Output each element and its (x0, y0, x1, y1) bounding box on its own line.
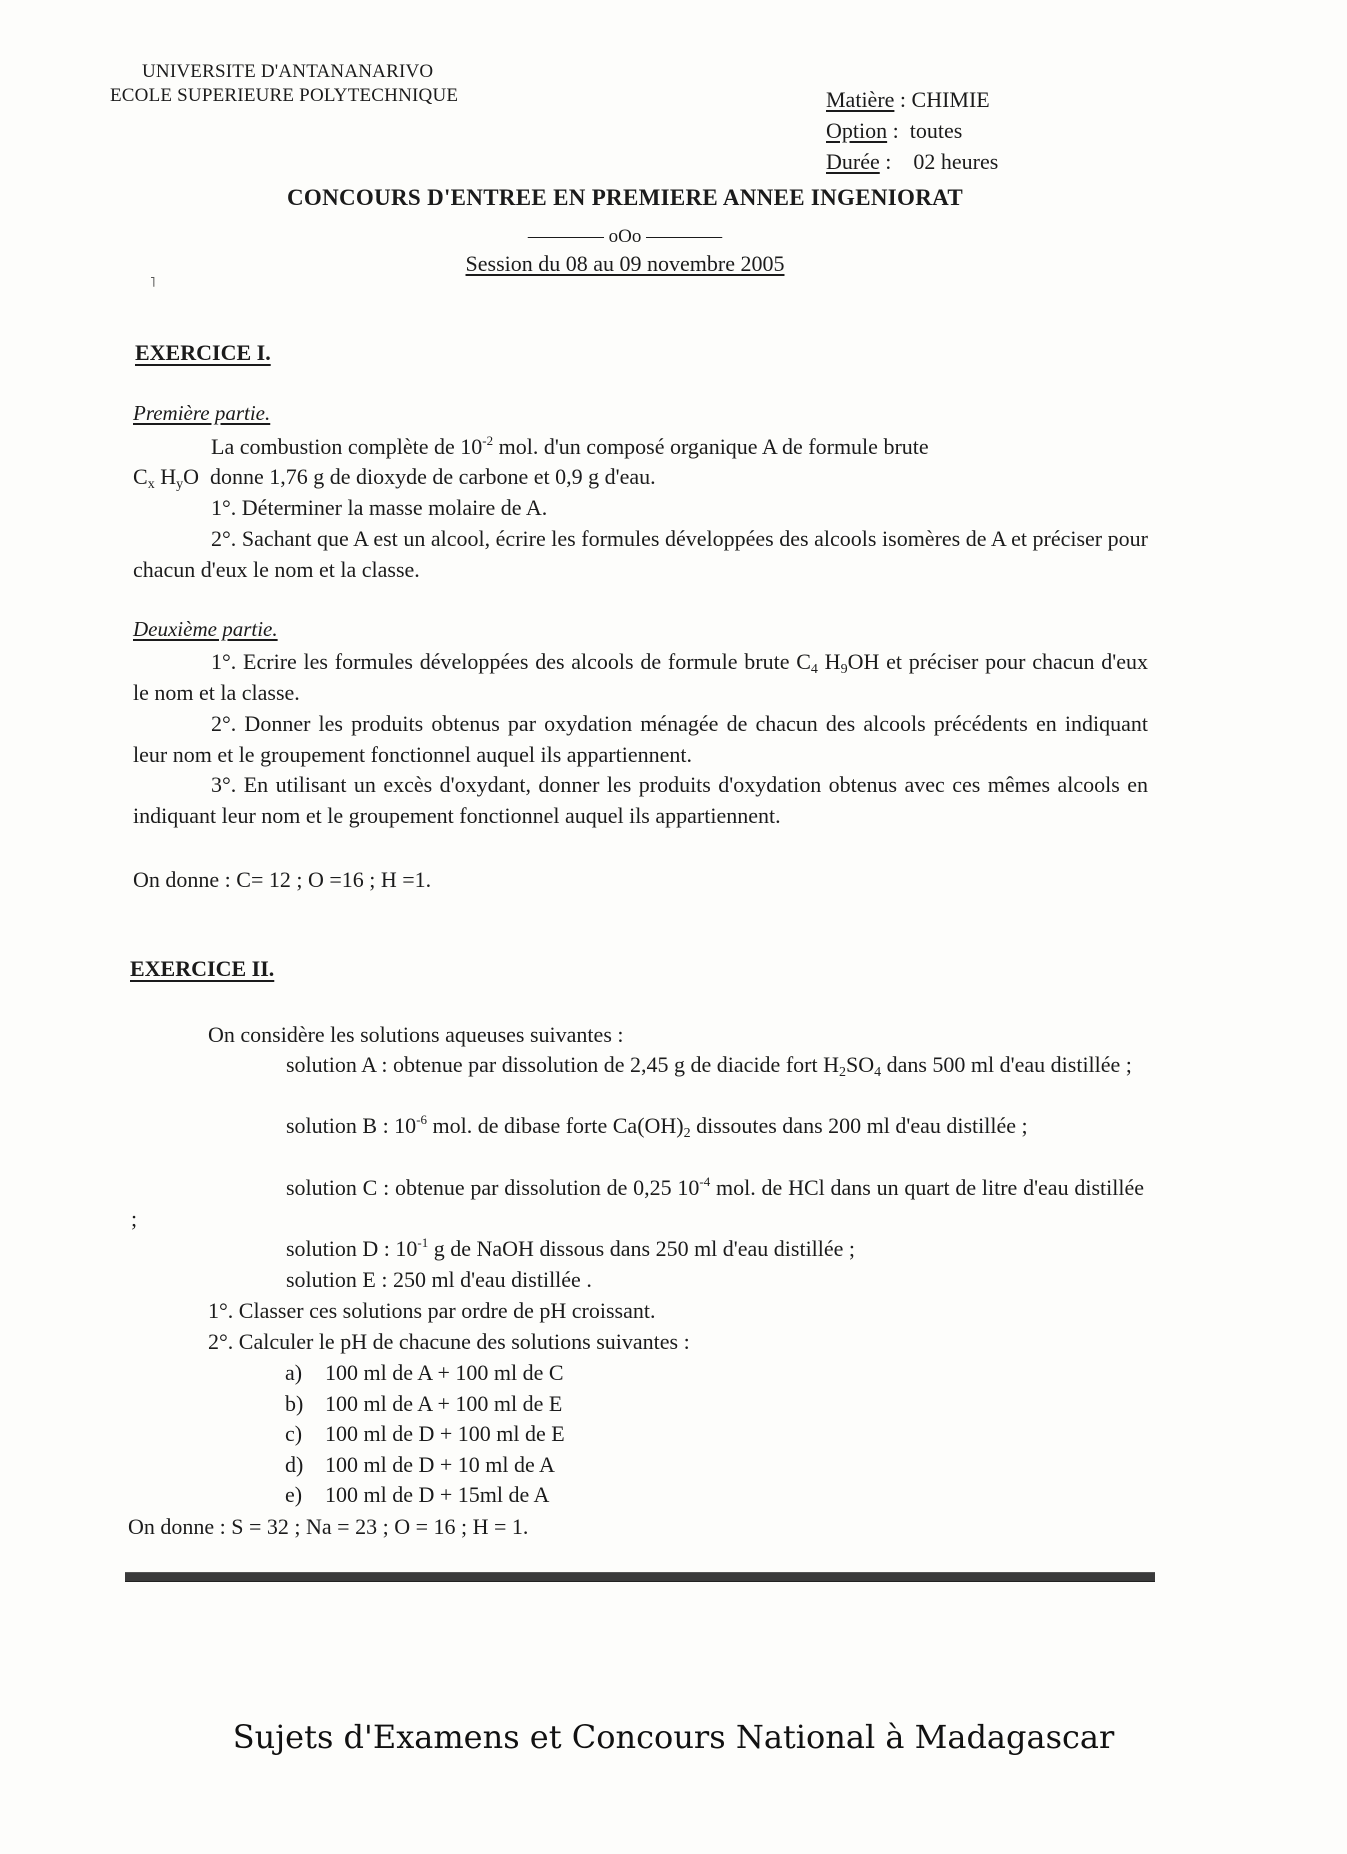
item-text: 100 ml de A + 100 ml de C (325, 1360, 564, 1385)
list-item (285, 1358, 565, 1389)
exponent: -6 (416, 1112, 428, 1127)
solution-e: solution E : 250 ml d'eau distillée . (286, 1267, 592, 1292)
title-separator: ———— oOo ———— (527, 226, 723, 247)
solution-a (131, 1050, 1144, 1081)
item-label: e) (285, 1482, 303, 1507)
part-2-question-1 (133, 647, 1148, 708)
subscript: 2 (838, 1065, 846, 1080)
formula-text: O (183, 464, 199, 489)
subject-value: : CHIMIE (899, 87, 990, 112)
part-1-question-2: 2°. Sachant que A est un alcool, écrire les formules développées des alcools isomères de A et préciser pour chacun d'eux le nom et la classe. (133, 526, 1148, 582)
session-text: Session du 08 au 09 novembre 2005 (465, 251, 785, 276)
solution-text: g de NaOH dissous dans 250 ml d'eau distillée ; (428, 1236, 856, 1261)
exponent: -1 (417, 1235, 429, 1250)
duration-label: Durée (826, 149, 880, 174)
item-label: d) (285, 1451, 304, 1477)
subscript: 2 (683, 1126, 691, 1141)
option-value: : toutes (892, 118, 963, 143)
solution-text: dissoutes dans 200 ml d'eau distillée ; (690, 1113, 1028, 1138)
option-label: Option (826, 118, 888, 143)
subscript: 9 (840, 662, 848, 677)
item-text: 100 ml de D + 10 ml de A (325, 1451, 555, 1477)
subject-row (826, 84, 998, 115)
item-text: 100 ml de D + 100 ml de E (325, 1421, 565, 1446)
ex1-given-data: On donne : C= 12 ; O =16 ; H =1. (133, 867, 432, 892)
item-label: c) (285, 1421, 303, 1446)
solution-text: solution B : 10 (286, 1113, 417, 1138)
ex2-question-1: 1°. Classer ces solutions par ordre de pH croissant. (208, 1298, 656, 1323)
exercise-1-title: EXERCICE I. (135, 340, 271, 365)
option-row (826, 115, 998, 146)
question-text: 1°. Ecrire les formules développées des alcools de formule brute C (211, 649, 811, 674)
subscript: y (176, 477, 184, 492)
school-name: ECOLE SUPERIEURE POLYTECHNIQUE (110, 85, 459, 106)
exercise-2-title: EXERCICE II. (130, 956, 275, 981)
list-item (285, 1419, 565, 1450)
list-item (285, 1389, 565, 1420)
university-name: UNIVERSITE D'ANTANANARIVO (142, 61, 434, 82)
exam-title: CONCOURS D'ENTREE EN PREMIERE ANNEE INGENIORAT (287, 185, 963, 210)
subscript: 4 (874, 1065, 882, 1080)
solution-text: dans 500 ml d'eau distillée ; (881, 1052, 1132, 1077)
ex2-given-data: On donne : S = 32 ; Na = 23 ; O = 16 ; H = 1. (128, 1514, 529, 1539)
solution-text: solution C : obtenue par dissolution de 0,25 10 (286, 1175, 700, 1200)
part-2-question-2: 2°. Donner les produits obtenus par oxydation ménagée de chacun des alcools précédents en indiquant leur nom et le groupement fonctionnel auquel ils appartiennent. (133, 711, 1148, 767)
statement-text: donne 1,76 g de dioxyde de carbone et 0,9 g d'eau. (198, 464, 656, 489)
mixture-list (285, 1358, 565, 1511)
subject-label: Matière (826, 87, 895, 112)
solution-text: mol. de HCl dans un quart de litre d'eau distillée ; (131, 1175, 1144, 1231)
part-1-statement (133, 432, 1148, 463)
solution-text: solution D : 10 (286, 1236, 418, 1261)
ex2-intro: On considère les solutions aqueuses suivantes : (208, 1022, 624, 1047)
statement-text: mol. d'un composé organique A de formule brute (493, 434, 929, 459)
duration-row (826, 146, 998, 177)
part-2-question-3: 3°. En utilisant un excès d'oxydant, donner les produits d'oxydation obtenus avec ces mêmes alcools en indiquant leur nom et le groupement fonctionnel auquel ils appartiennent. (133, 772, 1148, 828)
scan-mark: ˥ (150, 276, 156, 291)
duration-value: : 02 heures (885, 149, 999, 174)
item-label: a) (285, 1360, 303, 1385)
question-text: H (817, 649, 841, 674)
item-label: b) (285, 1390, 304, 1416)
solution-text: solution A : obtenue par dissolution de 2,45 g de diacide fort H (286, 1052, 839, 1077)
subscript: x (147, 477, 155, 492)
item-text: 100 ml de A + 100 ml de E (325, 1390, 563, 1416)
part-1-formula-line (133, 462, 1148, 493)
item-text: 100 ml de D + 15ml de A (325, 1482, 550, 1507)
solution-d (286, 1234, 855, 1265)
formula-text: H (154, 464, 177, 489)
list-item (285, 1450, 565, 1481)
subscript: 4 (810, 662, 818, 677)
part-1-title: Première partie. (133, 401, 271, 425)
exponent: -2 (482, 433, 494, 448)
solution-text: mol. de dibase forte Ca(OH) (427, 1113, 684, 1138)
exam-info (826, 84, 998, 177)
question-text: OH et préciser pour chacun d'eux le nom et la classe. (133, 649, 1148, 705)
part-2-title: Deuxième partie. (133, 617, 278, 641)
statement-text: La combustion complète de 10 (211, 434, 483, 459)
solution-b (131, 1111, 1144, 1142)
solution-text: SO (845, 1052, 875, 1077)
exponent: -4 (699, 1174, 711, 1189)
footer-caption: Sujets d'Examens et Concours National à Madagascar (232, 1718, 1115, 1756)
part-1-question-1: 1°. Déterminer la masse molaire de A. (211, 495, 548, 520)
solution-c (131, 1173, 1144, 1234)
end-rule (125, 1572, 1155, 1582)
session-dates (0, 251, 1250, 277)
ex2-question-2: 2°. Calculer le pH de chacune des solutions suivantes : (208, 1329, 690, 1354)
formula-text: C (133, 464, 148, 489)
list-item (285, 1480, 565, 1511)
institution-header (110, 60, 458, 108)
